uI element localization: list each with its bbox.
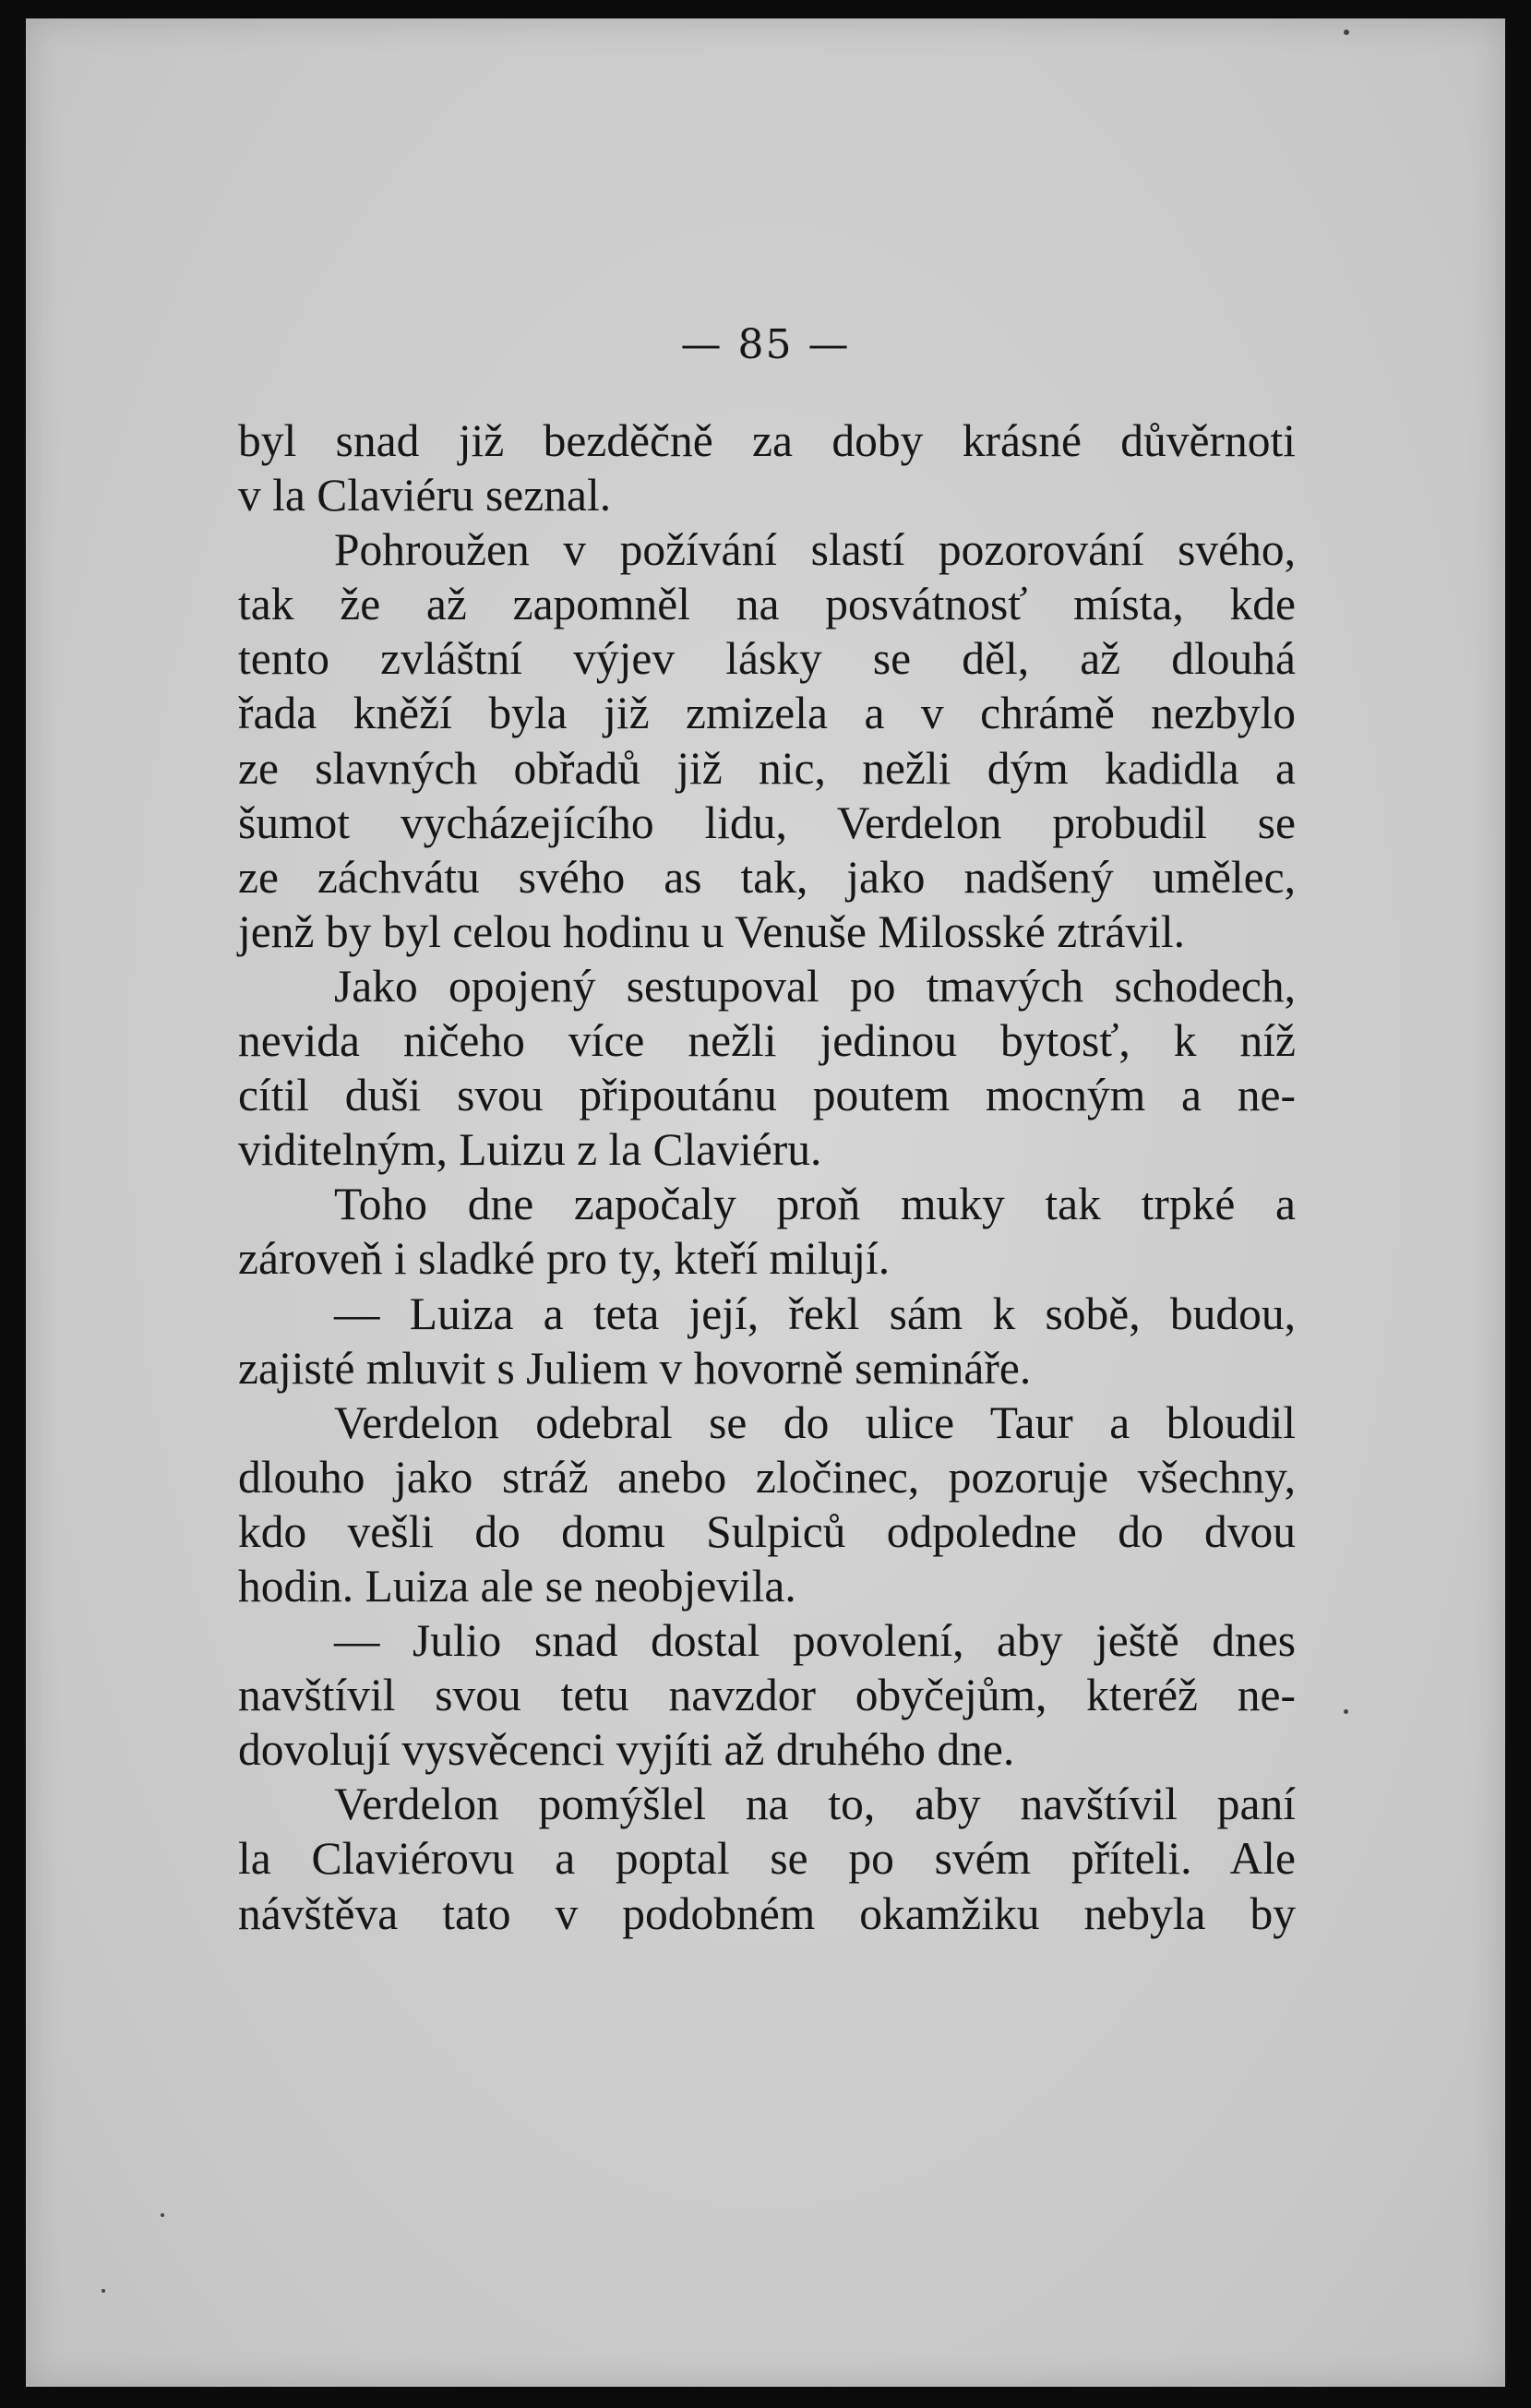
book-page — [26, 18, 1505, 2387]
text-line: jenž by byl celou hodinu u Venuše Milosské ztrávil. — [238, 905, 1186, 957]
text-line: ze záchvátu svého as tak, jako nadšený umělec, — [238, 851, 1296, 903]
page-number: — 85 — — [680, 321, 851, 368]
paper-speck — [161, 2213, 164, 2217]
text-line: Toho dne započaly proň muky tak trpké a — [334, 1179, 1296, 1230]
text-line: zároveň i sladké pro ty, kteří milují. — [238, 1233, 891, 1285]
paper-speck — [1344, 1709, 1348, 1714]
text-line: tak že až zapomněl na posvátnosť místa, kde — [238, 579, 1296, 630]
text-line: cítil duši svou připoutánu poutem mocným a ne- — [238, 1070, 1296, 1121]
text-line: dlouho jako stráž anebo zločinec, pozoruje všechny, — [238, 1451, 1296, 1503]
text-line: — Luiza a teta její, řekl sám k sobě, budou, — [334, 1288, 1296, 1339]
text-line: viditelným, Luizu z la Claviéru. — [238, 1124, 822, 1176]
text-line: Verdelon odebral se do ulice Taur a bloudil — [334, 1396, 1296, 1448]
text-line: šumot vycházejícího lidu, Verdelon probudil se — [238, 797, 1296, 848]
paper-speck — [1344, 30, 1349, 35]
text-line: hodin. Luiza ale se neobjevila. — [238, 1560, 796, 1611]
text-line: — Julio snad dostal povolení, aby ještě dnes — [334, 1615, 1296, 1667]
text-line: byl snad již bezděčně za doby krásné důvěrnoti — [238, 415, 1296, 466]
text-line: dovolují vysvěcenci vyjíti až druhého dne. — [238, 1724, 1015, 1776]
text-line: la Claviérovu a poptal se po svém příteli. Ale — [238, 1833, 1296, 1885]
text-line: řada kněží byla již zmizela a v chrámě nezbylo — [238, 688, 1296, 739]
text-line: kdo vešli do domu Sulpiců odpoledne do dvou — [238, 1505, 1296, 1557]
text-line: Jako opojený sestupoval po tmavých schodech, — [334, 960, 1296, 1012]
text-line: v la Claviéru seznal. — [238, 470, 612, 521]
text-line: ze slavných obřadů již nic, nežli dým kadidla a — [238, 742, 1296, 794]
text-line: tento zvláštní výjev lásky se děl, až dlouhá — [238, 633, 1296, 685]
text-line: Verdelon pomýšlel na to, aby navštívil paní — [334, 1779, 1296, 1830]
paper-speck — [102, 2289, 105, 2293]
text-line: Pohroužen v požívání slastí pozorování svého, — [334, 524, 1296, 576]
body-text — [238, 413, 1296, 1941]
text-line: návštěva tato v podobném okamžiku nebyla by — [238, 1887, 1296, 1939]
text-line: zajisté mluvit s Juliem v hovorně semináře. — [238, 1342, 1032, 1394]
text-line: nevida ničeho více nežli jedinou bytosť, k níž — [238, 1015, 1296, 1067]
text-line: navštívil svou tetu navzdor obyčejům, kteréž ne- — [238, 1670, 1296, 1721]
